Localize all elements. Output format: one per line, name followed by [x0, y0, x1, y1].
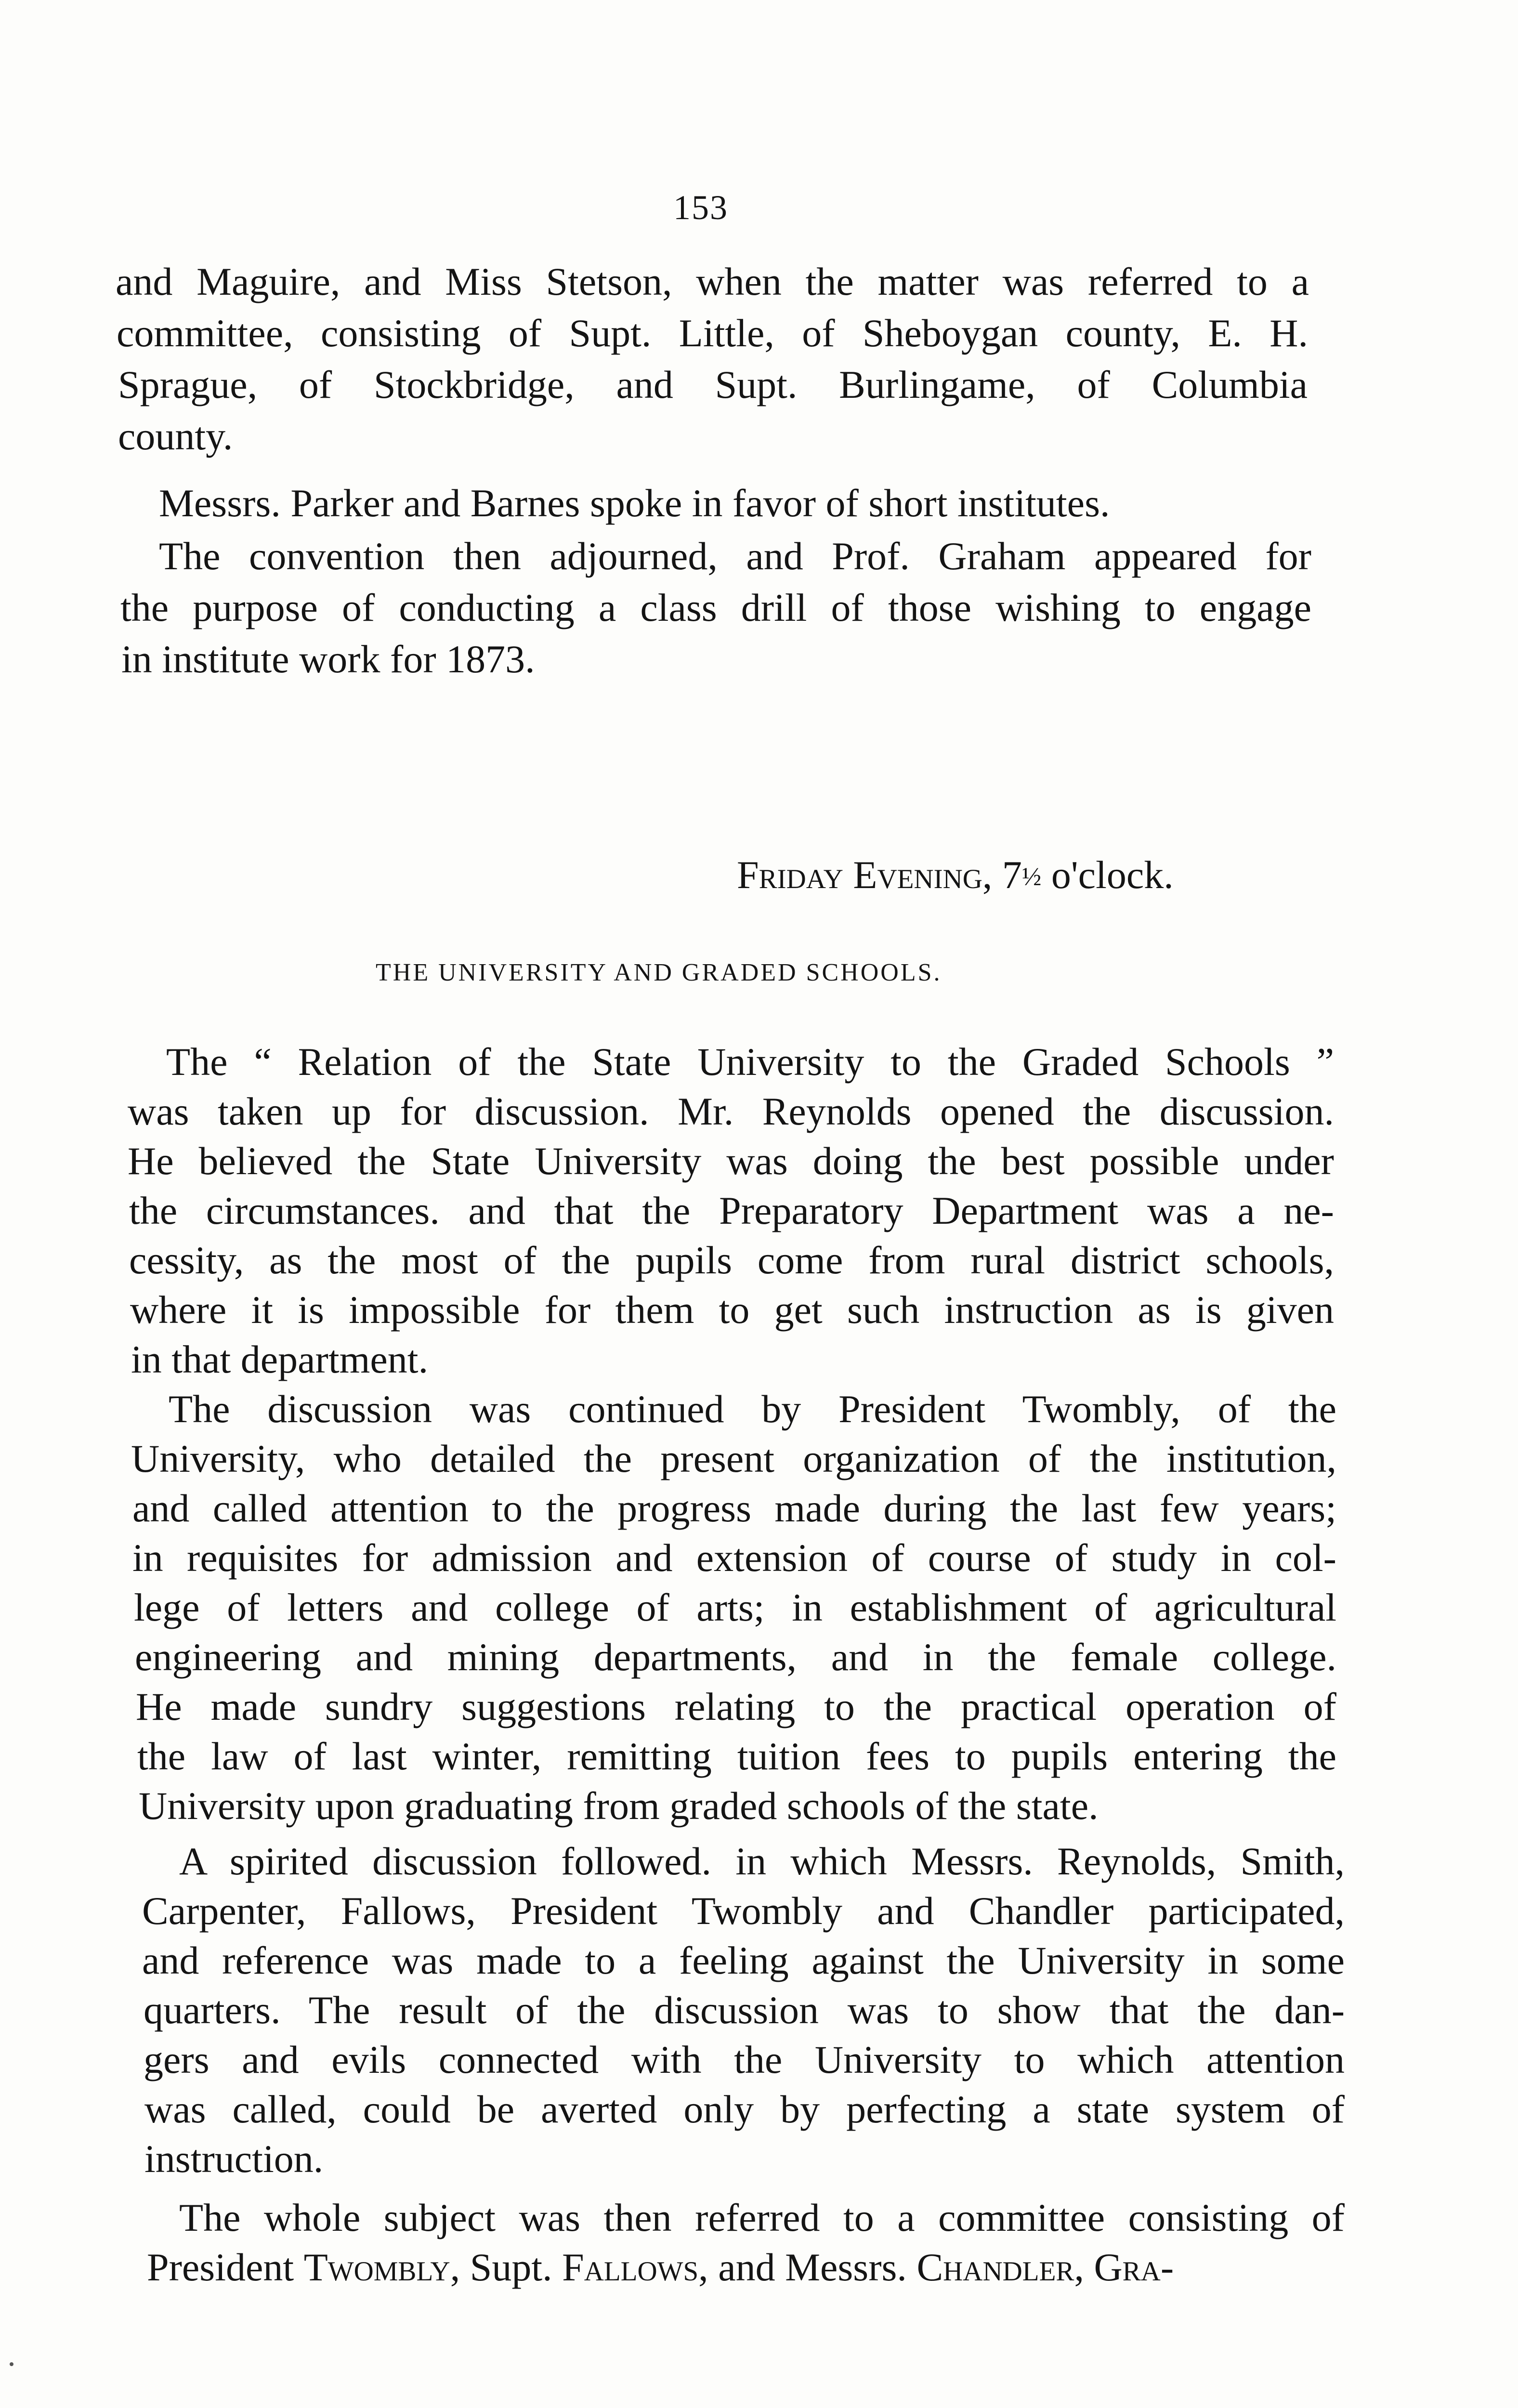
- text-line: gers and evils connected with the University to which attention: [144, 2038, 1345, 2081]
- text-line: A spirited discussion followed. in which Messrs. Reynolds, Smith,: [179, 1839, 1345, 1883]
- session-hour: 7: [1002, 853, 1022, 897]
- text-line: was called, could be averted only by perfecting a state system of: [144, 2087, 1345, 2131]
- text-line: in that department.: [131, 1337, 429, 1381]
- text-line: University, who detailed the present organization of the institution,: [131, 1437, 1336, 1480]
- text-line: in requisites for admission and extension of course of study in col-: [132, 1536, 1336, 1580]
- text-line: quarters. The result of the discussion was to show that the dan-: [144, 1988, 1345, 2032]
- text-line: county.: [118, 414, 233, 458]
- text-line: the purpose of conducting a class drill of those wishing to engage: [120, 586, 1311, 629]
- name-chandler: Chandler, Gra-: [916, 2245, 1174, 2289]
- session-suffix: o'clock.: [1051, 853, 1174, 897]
- text-run: Supt.: [470, 2245, 552, 2289]
- text-line: He made sundry suggestions relating to the practical operation of: [136, 1685, 1336, 1728]
- text-line: was taken up for discussion. Mr. Reynolds opened the discussion.: [128, 1089, 1334, 1133]
- text-line: The “ Relation of the State University to the Graded Schools ”: [166, 1040, 1334, 1084]
- text-line: University upon graduating from graded schools of the state.: [139, 1784, 1099, 1828]
- text-line: the circumstances. and that the Preparatory Department was a ne-: [129, 1189, 1334, 1232]
- text-line: The convention then adjourned, and Prof. Graham appeared for: [159, 534, 1311, 578]
- text-line: instruction.: [144, 2137, 324, 2181]
- section-heading: THE UNIVERSITY AND GRADED SCHOOLS.: [376, 959, 942, 986]
- session-label: Friday Evening,: [737, 853, 993, 897]
- text-line: the law of last winter, remitting tuition fees to pupils entering the: [137, 1734, 1336, 1778]
- text-line: in institute work for 1873.: [121, 637, 535, 681]
- page-number: 153: [673, 188, 728, 227]
- text-run: and Messrs.: [718, 2245, 907, 2289]
- text-line: engineering and mining departments, and in the female college.: [135, 1635, 1336, 1679]
- text-line: and called attention to the progress made during the last few years;: [132, 1486, 1336, 1530]
- text-line: where it is impossible for them to get such instruction as is given: [130, 1288, 1334, 1332]
- text-line: Carpenter, Fallows, President Twombly and Chandler participated,: [142, 1889, 1345, 1933]
- text-line: cessity, as the most of the pupils come from rural district schools,: [129, 1238, 1334, 1282]
- text-line: committee, consisting of Supt. Little, of Sheboygan county, E. H.: [117, 311, 1308, 355]
- session-time: [737, 852, 1174, 898]
- name-fallows: Fallows,: [562, 2245, 708, 2289]
- text-run: President: [147, 2245, 294, 2289]
- text-line: He believed the State University was doing the best possible under: [128, 1139, 1334, 1183]
- text-line: The discussion was continued by President Twombly, of the: [169, 1387, 1336, 1431]
- text-line: and Maguire, and Miss Stetson, when the matter was referred to a: [116, 260, 1309, 303]
- text-line: Messrs. Parker and Barnes spoke in favor of short institutes.: [159, 481, 1110, 525]
- scan-speck: [10, 2362, 13, 2366]
- text-line: lege of letters and college of arts; in establishment of agricultural: [134, 1585, 1336, 1629]
- session-fraction: ½: [1021, 862, 1042, 891]
- text-line: [147, 2243, 1174, 2291]
- text-line: and reference was made to a feeling against the University in some: [142, 1938, 1345, 1982]
- text-line: Sprague, of Stockbridge, and Supt. Burlingame, of Columbia: [118, 363, 1308, 406]
- name-twombly: Twombly,: [303, 2245, 460, 2289]
- text-line: The whole subject was then referred to a committee consisting of: [179, 2196, 1345, 2239]
